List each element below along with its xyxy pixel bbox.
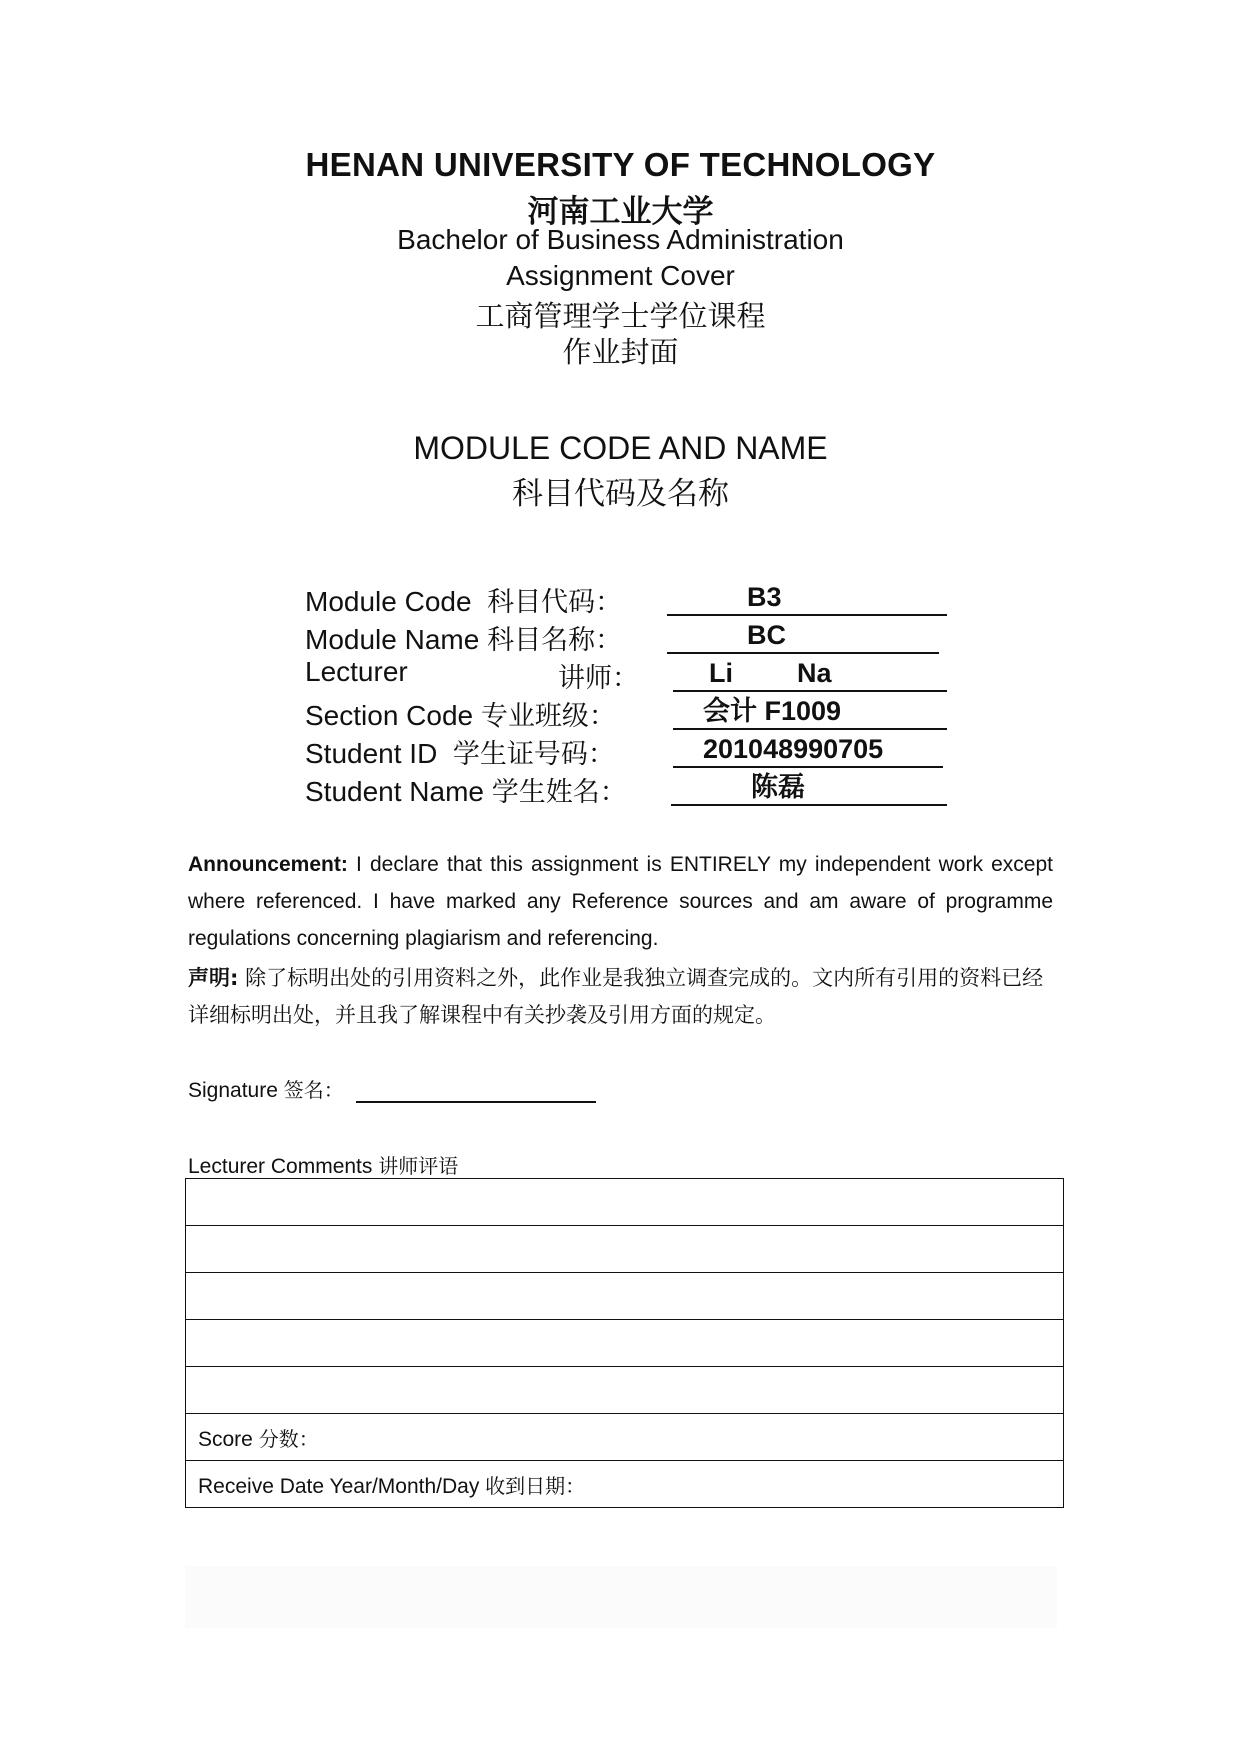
university-name-cn: 河南工业大学 [527, 194, 714, 230]
footer-shade [185, 1566, 1057, 1628]
module-name-label-en: Module Name [305, 624, 480, 655]
module-name-row [305, 618, 955, 656]
lecturer-comments-title [188, 1150, 458, 1179]
section-code-row [305, 694, 955, 732]
section-code-label-en: Section Code [305, 700, 474, 731]
cover-title-en: Assignment Cover [506, 260, 735, 291]
section-code-label [305, 694, 616, 733]
module-name-field[interactable] [667, 618, 939, 654]
comment-cell[interactable] [186, 1226, 1064, 1273]
student-id-label-en: Student ID [305, 738, 438, 769]
announcement-cn [188, 960, 1053, 1034]
student-name-label [305, 770, 627, 809]
lecturer-label-cn: 讲师： [558, 663, 639, 694]
student-id-value: 201048990705 [703, 734, 884, 764]
comment-cell[interactable] [186, 1367, 1064, 1414]
section-code-field[interactable] [673, 694, 947, 730]
module-heading-cn: 科目代码及名称 [512, 476, 729, 512]
section-code-label-cn: 专业班级： [480, 701, 616, 732]
score-row [186, 1414, 1064, 1461]
announcement-label-en: Announcement: [188, 853, 348, 876]
module-name-value: BC [747, 620, 786, 650]
comment-row [186, 1273, 1064, 1320]
student-name-label-en: Student Name [305, 776, 484, 807]
receive-date-cell[interactable] [186, 1461, 1064, 1508]
student-name-value: 陈磊 [751, 772, 805, 802]
cover-title-cn: 作业封面 [562, 335, 679, 369]
student-id-label [305, 732, 615, 771]
lecturer-comments-table [185, 1178, 1064, 1508]
module-code-row [305, 580, 955, 618]
lecturer-row [305, 656, 955, 694]
receive-date-label-en: Receive Date Year/Month/Day [198, 1474, 480, 1498]
program-name-cn: 工商管理学士学位课程 [475, 299, 766, 333]
comment-cell[interactable] [186, 1179, 1064, 1226]
student-info-block [305, 580, 955, 808]
comment-cell[interactable] [186, 1320, 1064, 1367]
lecturer-first-name: Li [709, 658, 733, 688]
announcement-label-cn: 声明: [188, 966, 239, 990]
lecturer-field[interactable] [673, 656, 947, 692]
student-name-row [305, 770, 955, 808]
student-id-label-cn: 学生证号码： [452, 739, 615, 770]
module-code-label-cn: 科目代码： [487, 587, 623, 618]
lecturer-label-en: Lecturer [305, 656, 408, 687]
signature-label-en: Signature [188, 1079, 278, 1102]
announcement-en [188, 846, 1053, 957]
comment-cell[interactable] [186, 1273, 1064, 1320]
module-code-value: B3 [747, 582, 782, 612]
module-heading-en: MODULE CODE AND NAME [413, 430, 828, 466]
student-name-label-cn: 学生姓名： [491, 777, 627, 808]
signature-section [188, 1074, 596, 1103]
score-cell[interactable] [186, 1414, 1064, 1461]
student-id-field[interactable] [673, 732, 943, 768]
announcement-text-cn: 除了标明出处的引用资料之外，此作业是我独立调查完成的。文内所有引用的资料已经详细标明出处，并且我了解课程中有关抄袭及引用方面的规定。 [188, 966, 1044, 1027]
comment-row [186, 1320, 1064, 1367]
module-name-label-cn: 科目名称： [487, 625, 623, 656]
lecturer-label [305, 656, 665, 694]
comment-row [186, 1226, 1064, 1273]
signature-line[interactable] [356, 1079, 596, 1103]
comments-title-cn: 讲师评语 [378, 1154, 459, 1178]
module-code-label [305, 580, 622, 619]
receive-date-row [186, 1461, 1064, 1508]
comments-title-en: Lecturer Comments [188, 1155, 373, 1178]
signature-label-cn: 签名： [283, 1078, 344, 1102]
comment-row [186, 1179, 1064, 1226]
score-label-en: Score [198, 1427, 253, 1451]
program-name-en: Bachelor of Business Administration [397, 224, 844, 255]
module-code-field[interactable] [667, 580, 947, 616]
section-code-value: 会计 F1009 [703, 696, 842, 726]
lecturer-last-name: Na [797, 658, 832, 688]
university-name-en: HENAN UNIVERSITY OF TECHNOLOGY [305, 146, 936, 183]
module-name-label [305, 618, 622, 657]
student-id-row [305, 732, 955, 770]
comment-row [186, 1367, 1064, 1414]
receive-date-label-cn: 收到日期： [485, 1473, 586, 1498]
score-label-cn: 分数： [258, 1426, 319, 1451]
module-code-label-en: Module Code [305, 586, 472, 617]
student-name-field[interactable] [671, 770, 947, 806]
announcement-text-en: I declare that this assignment is ENTIRELY my independent work except where referenced. I have marked any Reference sources and am aware of programme regulations concerning plagiarism and referencing. [188, 853, 1053, 950]
